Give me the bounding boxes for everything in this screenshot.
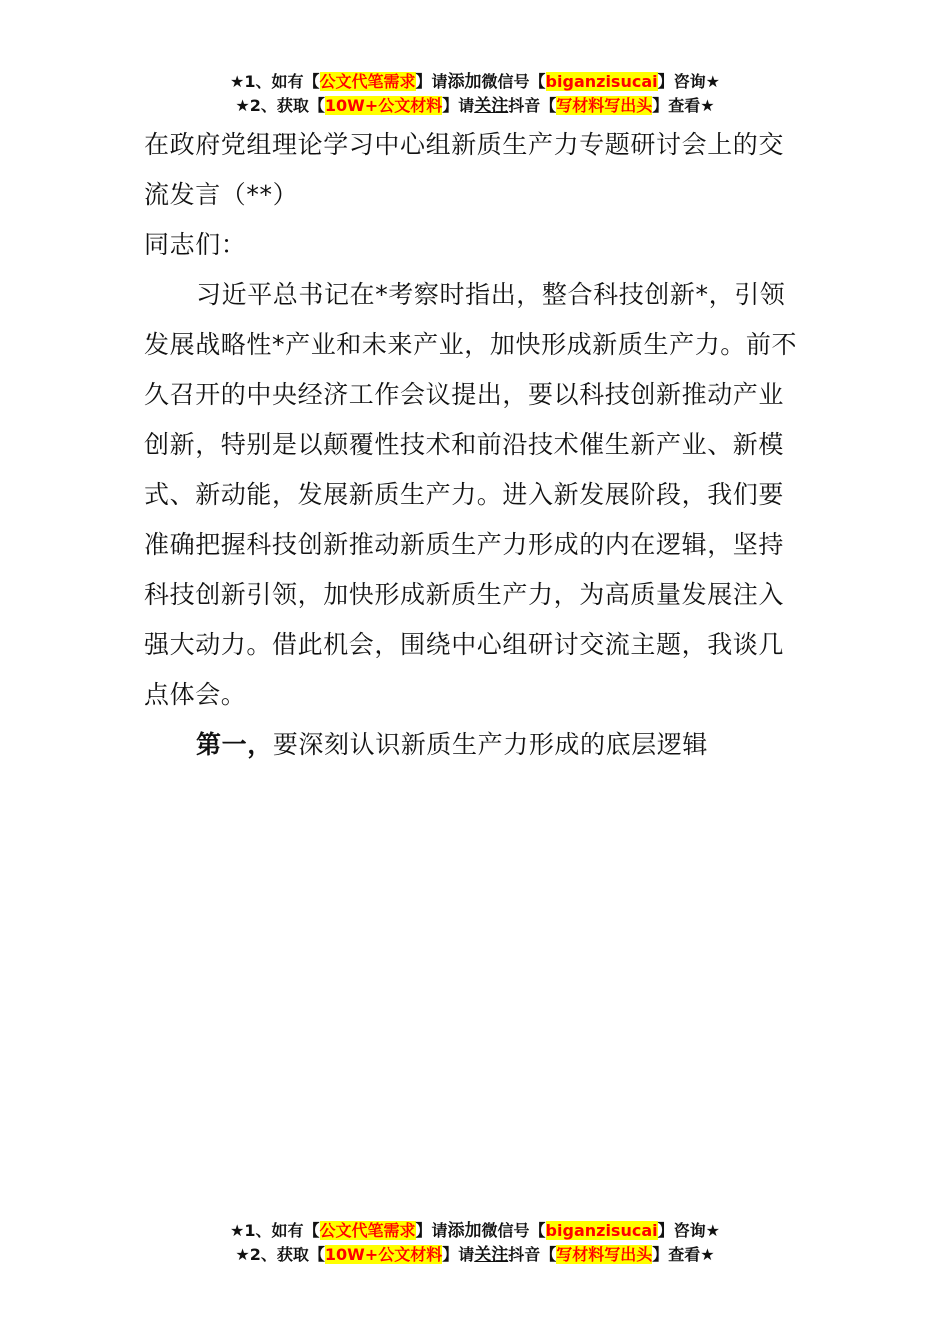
banner-line-2 bbox=[0, 1243, 950, 1267]
banner-emphasis: 关注 bbox=[474, 1245, 509, 1265]
banner-text: 】请 bbox=[415, 1221, 448, 1240]
banner-text: 抖音【 bbox=[508, 1245, 557, 1264]
banner-text: ★2、获取【 bbox=[235, 1245, 325, 1264]
banner-text: 微信号【 bbox=[481, 1221, 546, 1240]
banner-text: ★2、获取【 bbox=[235, 96, 325, 115]
banner-text: 】请 bbox=[442, 1245, 475, 1264]
banner-text: 】查看★ bbox=[652, 96, 715, 115]
banner-text: 微信号【 bbox=[481, 72, 546, 91]
banner-line-1 bbox=[0, 70, 950, 94]
banner-highlight: 公文代笔需求 bbox=[319, 72, 416, 91]
banner-highlight-wechat-id: biganzisucai bbox=[545, 1221, 658, 1240]
banner-text: ★1、如有【 bbox=[230, 1221, 320, 1240]
banner-text: ★1、如有【 bbox=[230, 72, 320, 91]
banner-emphasis: 关注 bbox=[474, 96, 509, 116]
banner-highlight: 10W+公文材料 bbox=[324, 96, 443, 115]
banner-text: 抖音【 bbox=[508, 96, 557, 115]
banner-highlight-account: 写材料写出头 bbox=[556, 96, 653, 115]
section-heading-text: 要深刻认识新质生产力形成的底层逻辑 bbox=[272, 730, 709, 759]
banner-emphasis: 添加 bbox=[447, 72, 482, 92]
section-heading-lead: 第一， bbox=[196, 730, 273, 759]
banner-line-1 bbox=[0, 1219, 950, 1243]
banner-highlight-account: 写材料写出头 bbox=[556, 1245, 653, 1264]
banner-highlight: 10W+公文材料 bbox=[324, 1245, 443, 1264]
banner-text: 】查看★ bbox=[652, 1245, 715, 1264]
banner-highlight: 公文代笔需求 bbox=[319, 1221, 416, 1240]
header-banner bbox=[0, 70, 950, 118]
document-body bbox=[144, 120, 808, 770]
document-title: 在政府党组理论学习中心组新质生产力专题研讨会上的交流发言（**） bbox=[144, 130, 785, 209]
banner-highlight-wechat-id: biganzisucai bbox=[545, 72, 658, 91]
banner-text: 】咨询★ bbox=[657, 1221, 720, 1240]
banner-emphasis: 添加 bbox=[447, 1221, 482, 1241]
banner-line-2 bbox=[0, 94, 950, 118]
footer-banner bbox=[0, 1219, 950, 1267]
banner-text: 】咨询★ bbox=[657, 72, 720, 91]
banner-text: 】请 bbox=[442, 96, 475, 115]
section-heading bbox=[144, 720, 808, 770]
banner-text: 】请 bbox=[415, 72, 448, 91]
body-paragraph: 习近平总书记在*考察时指出，整合科技创新*，引领发展战略性*产业和未来产业，加快形成新质生产力。前不久召开的中央经济工作会议提出，要以科技创新推动产业创新，特别是以颠覆性技术和前沿技术催生新产业、新模式、新动能，发展新质生产力。进入新发展阶段，我们要准确把握科技创新推动新质生产力形成的内在逻辑，坚持科技创新引领，加快形成新质生产力，为高质量发展注入强大动力。借此机会，围绕中心组研讨交流主题，我谈几点体会。 bbox=[144, 280, 798, 709]
salutation: 同志们： bbox=[144, 230, 247, 259]
